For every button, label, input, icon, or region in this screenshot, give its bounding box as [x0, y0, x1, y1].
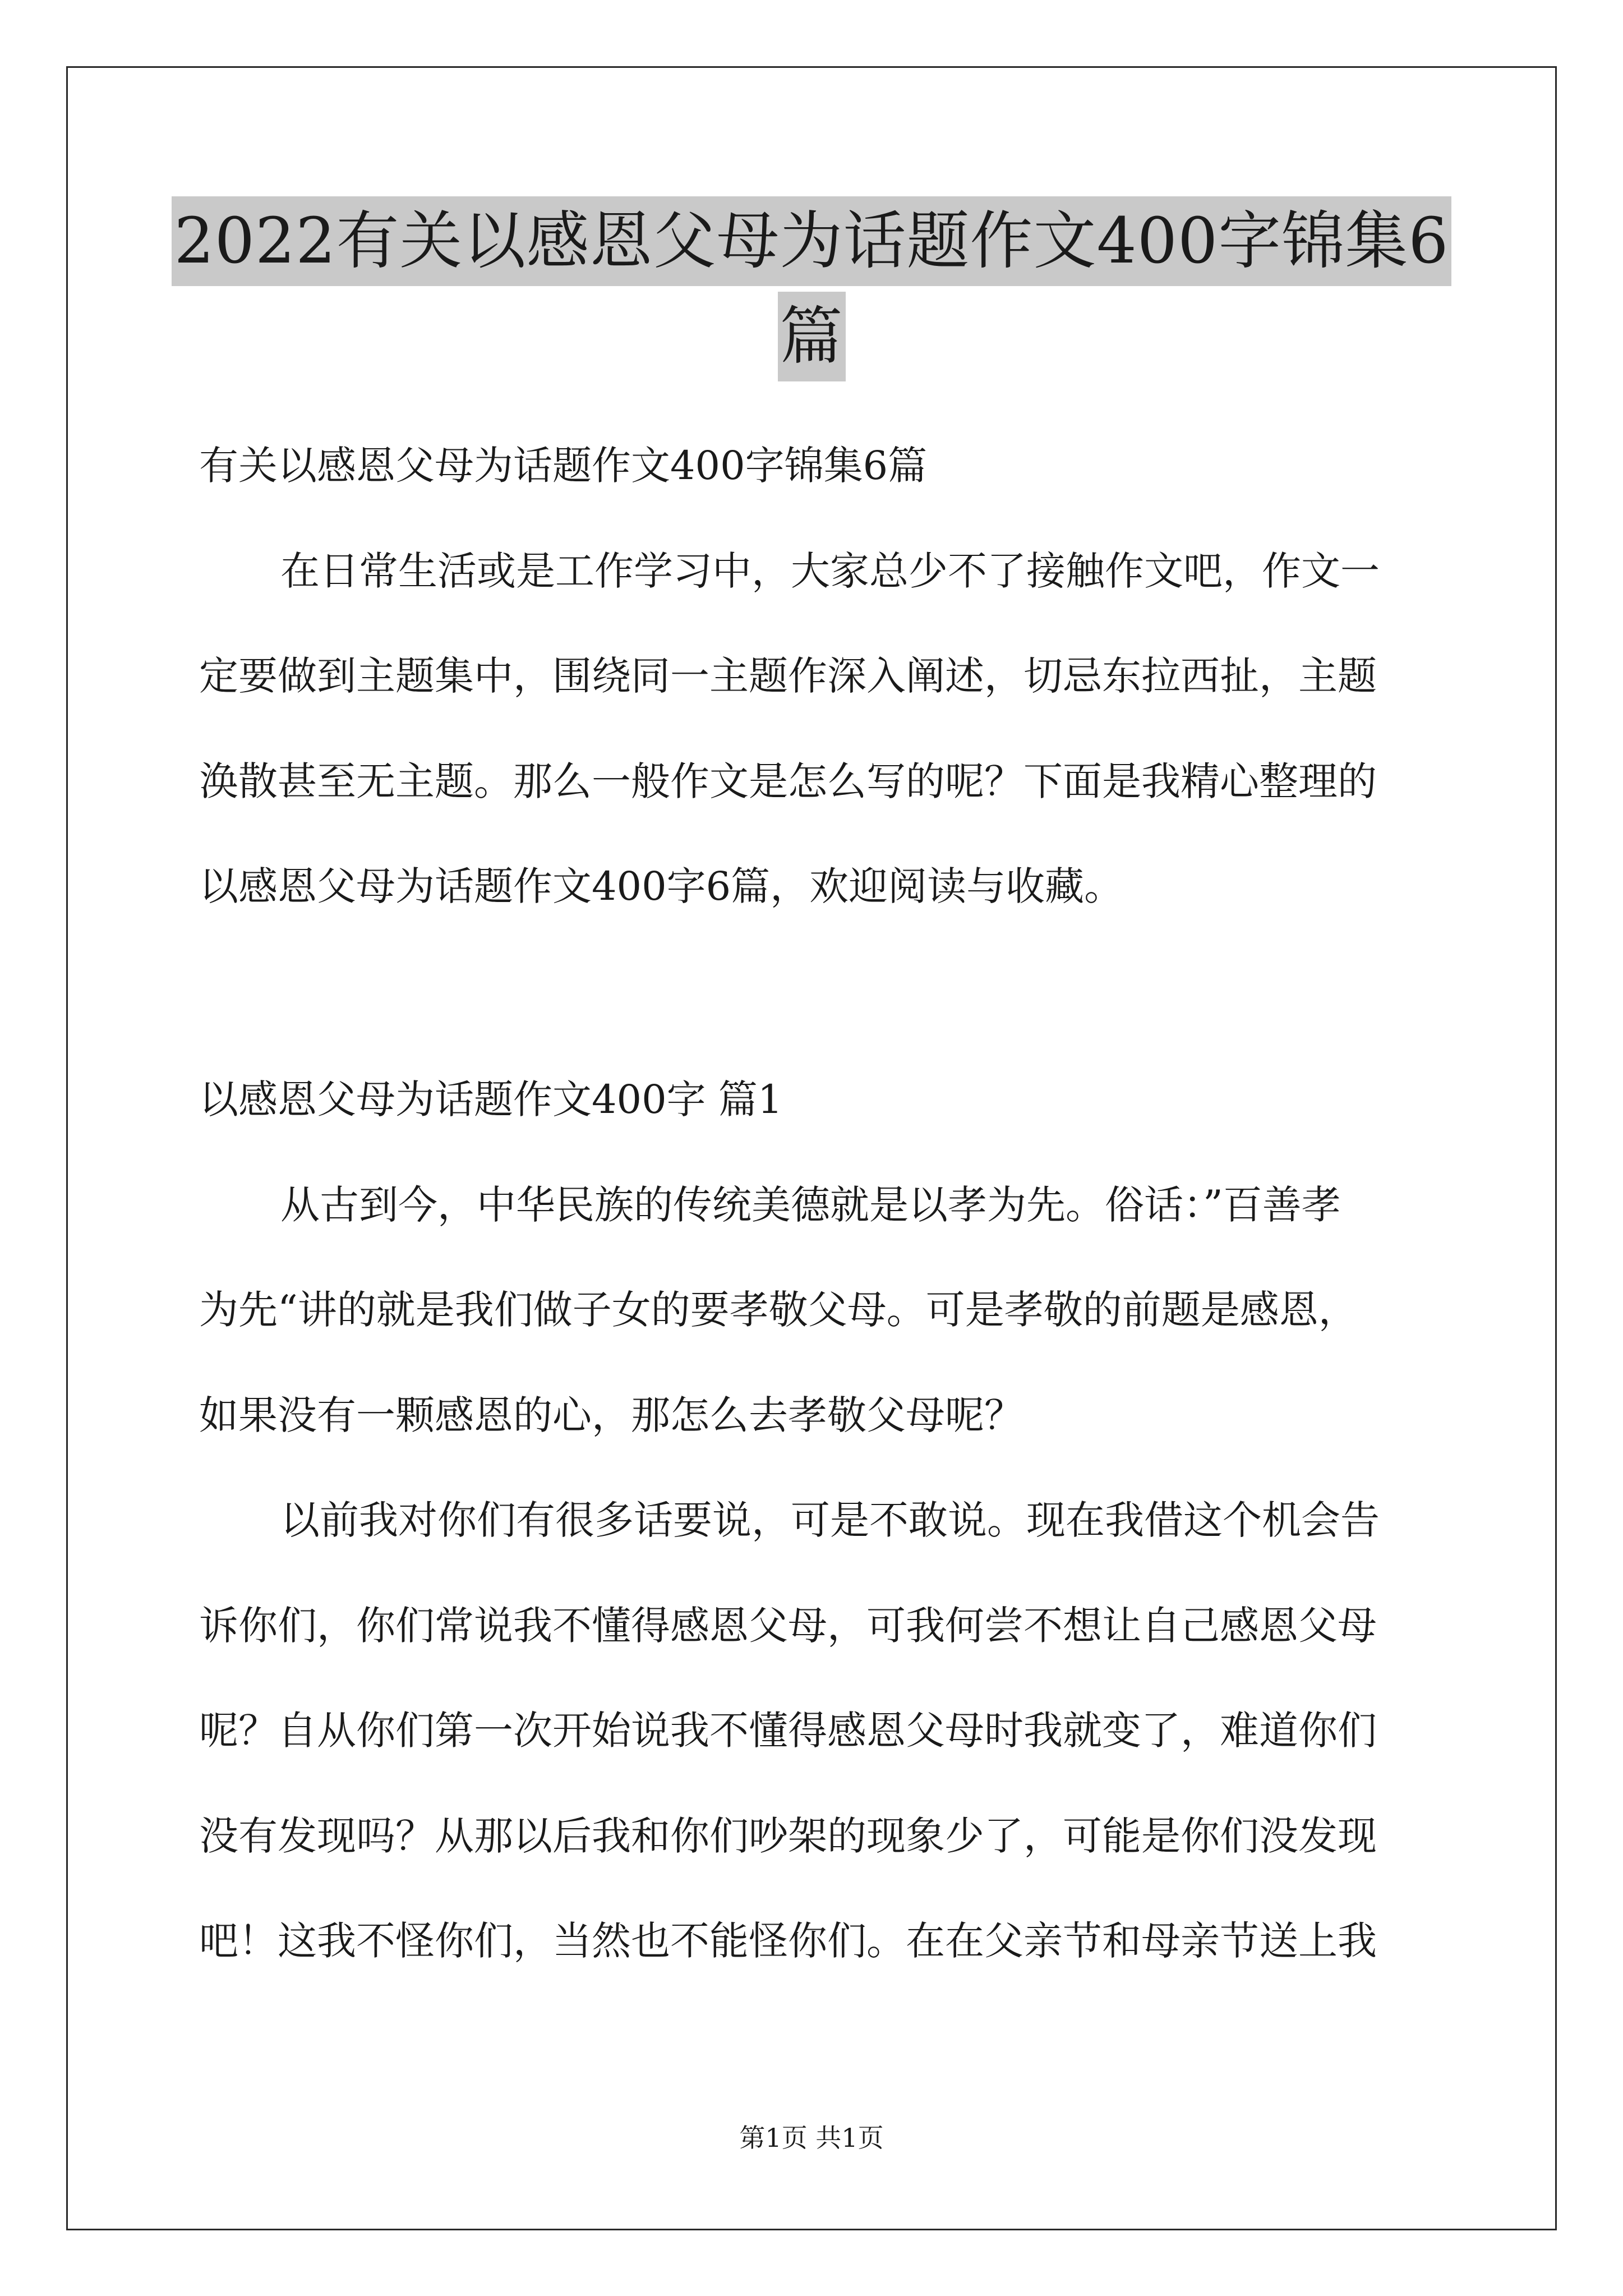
paragraph-line: 以前我对你们有很多话要说，可是不敢说。现在我借这个机会告	[280, 1497, 1380, 1543]
intro-line: 以感恩父母为话题作文400字6篇，欢迎阅读与收藏。	[199, 863, 1124, 909]
paragraph-line: 吧！这我不怪你们，当然也不能怪你们。在在父亲节和母亲节送上我	[199, 1918, 1377, 1964]
intro-line: 在日常生活或是工作学习中，大家总少不了接触作文吧，作文一	[280, 548, 1380, 594]
paragraph-line: 呢？自从你们第一次开始说我不懂得感恩父母时我就变了，难道你们	[199, 1708, 1377, 1754]
intro-line: 涣散甚至无主题。那么一般作文是怎么写的呢？下面是我精心整理的	[199, 758, 1377, 804]
title-line-2: 篇	[778, 292, 846, 381]
paragraph-line: 如果没有一颗感恩的心，那怎么去孝敬父母呢？	[199, 1392, 1023, 1438]
page-border	[66, 66, 1557, 2230]
page-number-footer: 第1页 共1页	[739, 2123, 884, 2153]
paragraph-line: 从古到今，中华民族的传统美德就是以孝为先。俗话：”百善孝	[280, 1182, 1341, 1228]
paragraph-line: 诉你们，你们常说我不懂得感恩父母，可我何尝不想让自己感恩父母	[199, 1603, 1377, 1649]
subtitle: 有关以感恩父母为话题作文400字锦集6篇	[199, 443, 928, 489]
paragraph-line: 没有发现吗？从那以后我和你们吵架的现象少了，可能是你们没发现	[199, 1813, 1377, 1859]
intro-line: 定要做到主题集中，围绕同一主题作深入阐述，切忌东拉西扯，主题	[199, 653, 1377, 699]
title-line-1: 2022有关以感恩父母为话题作文400字锦集6	[172, 196, 1451, 286]
paragraph-line: 为先“讲的就是我们做子女的要孝敬父母。可是孝敬的前题是感恩，	[199, 1287, 1358, 1333]
document-title	[0, 196, 1623, 381]
section-heading: 以感恩父母为话题作文400字 篇1	[199, 1076, 783, 1122]
